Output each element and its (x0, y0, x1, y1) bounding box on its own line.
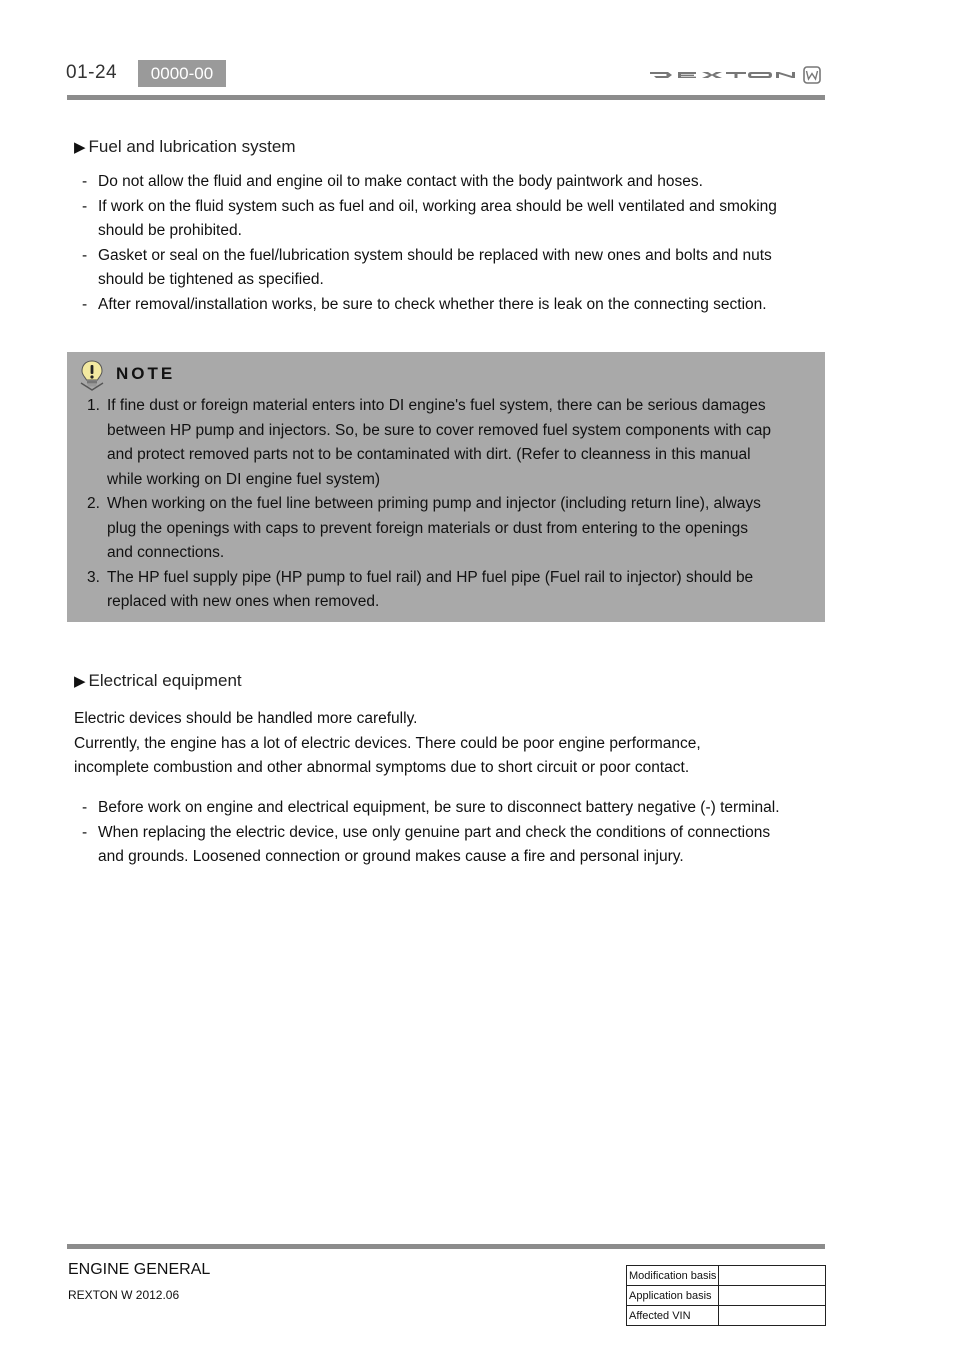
electrical-item-list (82, 796, 782, 870)
note-item-list (87, 394, 777, 615)
list-item: - When replacing the electric device, use only genuine part and check the conditions of connections and grounds. Loosened connection or ground makes cause a fire and personal injury. (82, 823, 771, 865)
warning-bulb-icon (79, 359, 105, 391)
table-cell-label: Application basis (627, 1286, 719, 1306)
electrical-section-heading (74, 671, 242, 691)
fuel-item-text: Do not allow the fluid and engine oil to make contact with the body paintwork and hoses. (98, 173, 703, 190)
table-row (627, 1286, 826, 1306)
note-box (67, 352, 825, 622)
list-item: 3. The HP fuel supply pipe (HP pump to fuel rail) and HP fuel pipe (Fuel rail to injector) should be replaced with new ones when removed. (87, 568, 754, 610)
table-row (627, 1306, 826, 1326)
list-item: 2. When working on the fuel line between priming pump and injector (including return line), always plug the openings with caps to prevent foreign materials or dust from entering to the openings and connections. (87, 495, 761, 561)
triangle-right-icon: ▶ (74, 673, 86, 690)
header-rule (67, 95, 825, 100)
list-item: 1. If fine dust or foreign material enters into DI engine's fuel system, there can be serious damages between HP pump and injectors. So, be sure to cover removed fuel system components with cap and protect removed parts not to be contaminated with dirt. (Refer to cleanness in this manual while working on DI engine fuel system) (87, 397, 771, 488)
fuel-item-list (82, 170, 782, 317)
fuel-item-text: Gasket or seal on the fuel/lubrication system should be replaced with new ones and bolts and nuts should be tightened as specified. (98, 246, 772, 288)
note-item-text: If fine dust or foreign material enters into DI engine's fuel system, there can be serious damages between HP pump and injectors. So, be sure to cover removed fuel system components with cap and protect removed parts not to be contaminated with dirt. (Refer to cleanness in this manual while working on DI engine fuel system) (107, 397, 771, 488)
list-item: - Before work on engine and electrical equipment, be sure to disconnect battery negative (-) terminal. (82, 799, 780, 816)
rexton-logo (648, 66, 824, 84)
electrical-heading-text: Electrical equipment (88, 671, 242, 690)
table-cell-value (719, 1306, 826, 1326)
electrical-intro-line: Currently, the engine has a lot of electric devices. There could be poor engine performance, incomplete combustion and other abnormal symptoms due to short circuit or poor contact. (74, 734, 701, 776)
fuel-item-text: After removal/installation works, be sure to check whether there is leak on the connecting section. (98, 295, 767, 313)
note-item-text: The HP fuel supply pipe (HP pump to fuel rail) and HP fuel pipe (Fuel rail to injector) should be replaced with new ones when removed. (107, 568, 754, 610)
fuel-heading-text: Fuel and lubrication system (88, 137, 296, 156)
footer-title: ENGINE GENERAL (68, 1261, 211, 1278)
electrical-intro-line: Electric devices should be handled more carefully. (74, 710, 418, 727)
triangle-right-icon: ▶ (74, 139, 86, 156)
table-cell-label: Modification basis (627, 1266, 719, 1286)
electrical-item-text: Before work on engine and electrical equipment, be sure to disconnect battery negative (-) terminal. (98, 799, 780, 816)
note-title: NOTE (116, 364, 176, 383)
table-row (627, 1266, 826, 1286)
page-number: 01-24 (66, 62, 118, 83)
fuel-section-heading (74, 137, 295, 157)
section-code-badge: 0000-00 (138, 60, 226, 87)
table-cell-value (719, 1266, 826, 1286)
list-item: - If work on the fluid system such as fuel and oil, working area should be well ventilated and smoking should be prohibited. (82, 197, 777, 239)
fuel-item-text: If work on the fluid system such as fuel and oil, working area should be well ventilated and smoking should be prohibited. (98, 197, 777, 239)
footer-rule (67, 1244, 825, 1249)
list-item: - After removal/installation works, be sure to check whether there is leak on the connecting section. (82, 295, 767, 313)
table-cell-value (719, 1286, 826, 1306)
note-item-text: When working on the fuel line between priming pump and injector (including return line), always plug the openings with caps to prevent foreign materials or dust from entering to the openings and connections. (107, 495, 761, 561)
list-item: - Do not allow the fluid and engine oil to make contact with the body paintwork and hoses. (82, 173, 703, 190)
list-item: - Gasket or seal on the fuel/lubrication system should be replaced with new ones and bolts and nuts should be tightened as specified. (82, 246, 772, 288)
modification-table (626, 1265, 826, 1326)
table-cell-label: Affected VIN (627, 1306, 719, 1326)
electrical-item-text: When replacing the electric device, use only genuine part and check the conditions of connections and grounds. Loosened connection or ground makes cause a fire and personal injury. (98, 823, 771, 865)
electrical-intro (74, 707, 774, 781)
footer-subtitle: REXTON W 2012.06 (68, 1288, 180, 1302)
